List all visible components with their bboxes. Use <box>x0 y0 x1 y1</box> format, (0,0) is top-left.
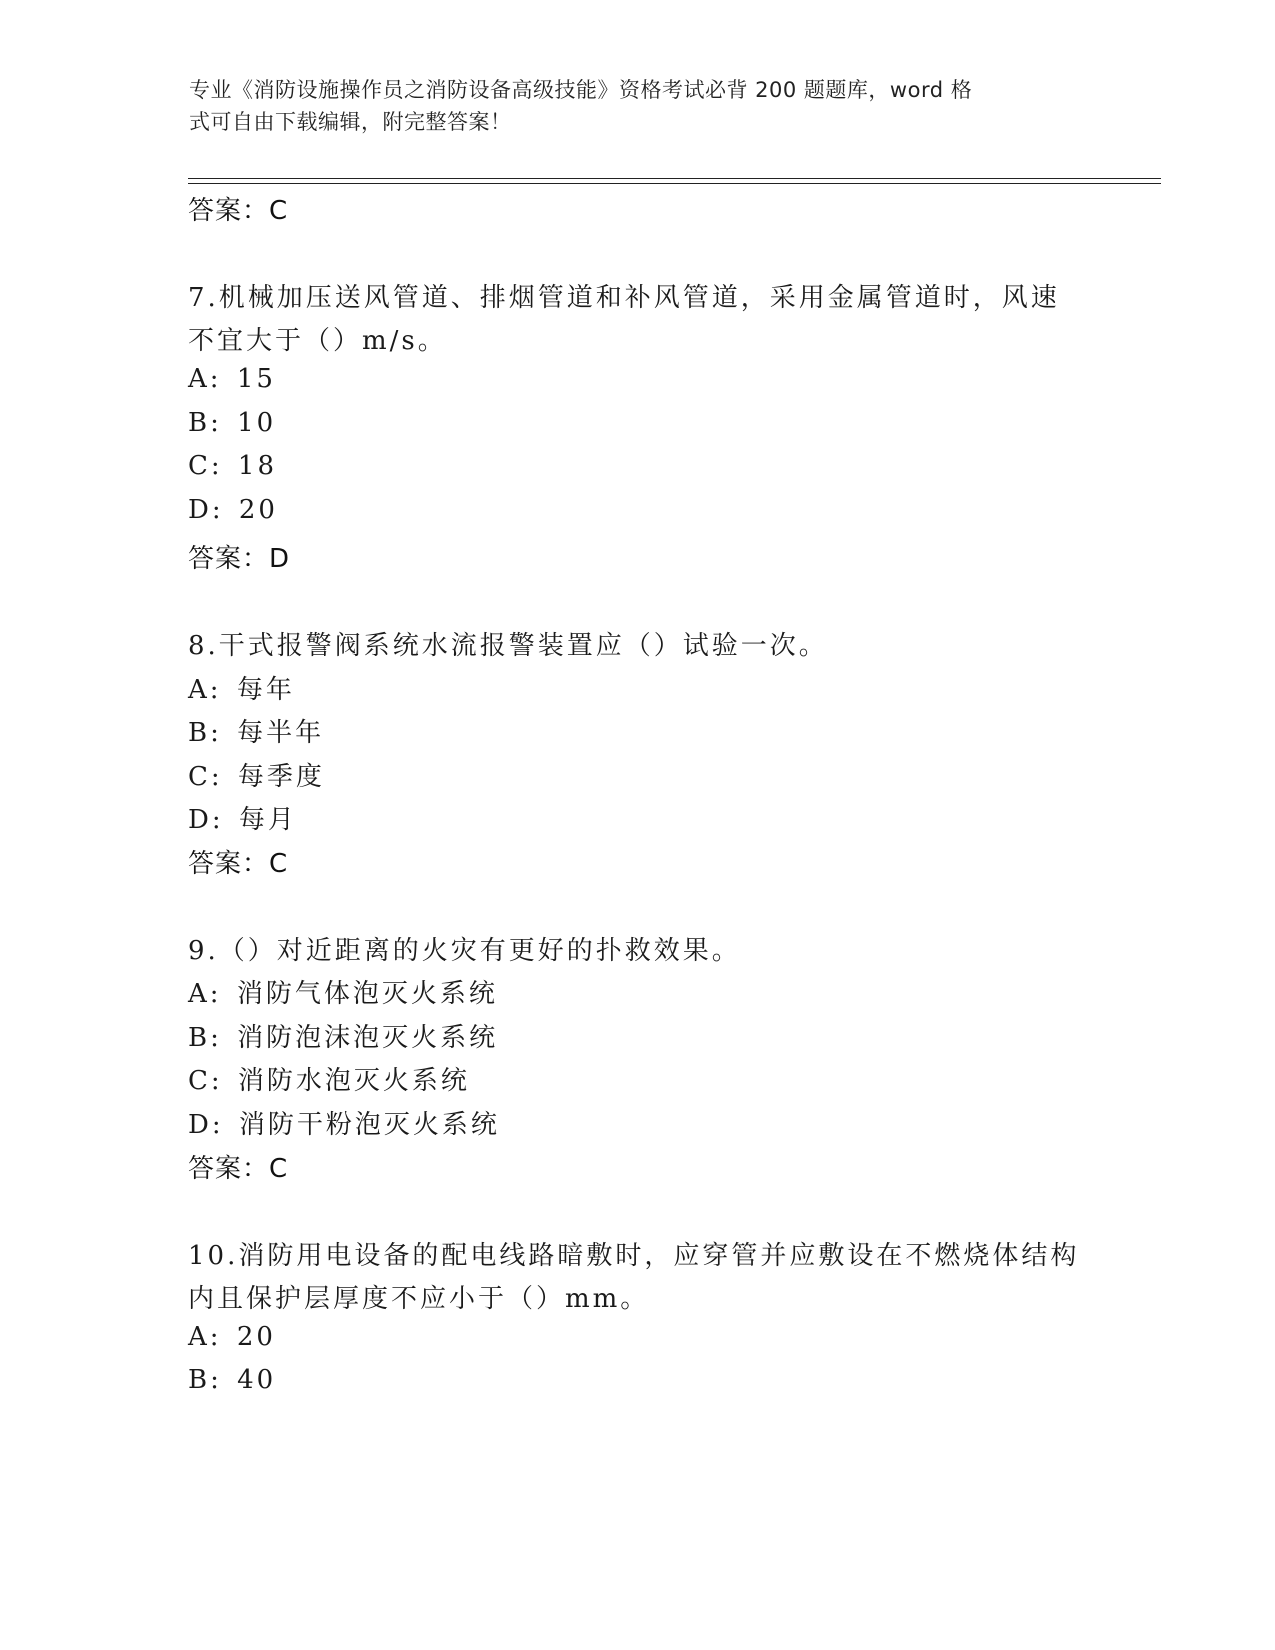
option-text: 20 <box>236 1322 276 1352</box>
question-10-text-line-1: 10.消防用电设备的配电线路暗敷时，应穿管并应敷设在不燃烧体结构 <box>188 1241 1080 1271</box>
option-text: 每半年 <box>237 718 325 748</box>
header-line-1: 专业《消防设施操作员之消防设备高级技能》资格考试必背 200 题题库，word 格 <box>189 78 973 102</box>
option-text: 20 <box>238 495 278 525</box>
option-text: 每季度 <box>237 762 325 792</box>
question-8-option-d <box>188 799 297 836</box>
question-10-option-a <box>188 1322 276 1352</box>
question-8-option-c <box>188 756 325 793</box>
option-text: 40 <box>237 1365 277 1395</box>
question-7-option-d <box>188 495 278 525</box>
question-7-option-a <box>188 364 276 394</box>
option-letter: B: <box>188 408 222 438</box>
option-letter: C: <box>188 762 223 792</box>
document-header <box>189 74 1089 138</box>
question-9-option-d <box>188 1104 500 1141</box>
option-text: 18 <box>237 451 278 481</box>
option-text: 10 <box>237 408 277 438</box>
option-letter: C: <box>188 1066 223 1096</box>
question-10-option-b <box>188 1365 276 1395</box>
question-8-option-a <box>188 669 295 706</box>
header-divider-top <box>188 178 1161 179</box>
question-9-text-line-1: 9.（）对近距离的火灾有更好的扑救效果。 <box>188 936 741 966</box>
question-7-text-line-1: 7.机械加压送风管道、排烟管道和补风管道，采用金属管道时，风速 <box>188 283 1060 313</box>
option-letter: A: <box>188 1322 222 1352</box>
question-7-text-line-2: 不宜大于（）m/s。 <box>188 326 447 356</box>
question-9-option-a <box>188 973 498 1010</box>
option-text: 消防气体泡灭火系统 <box>236 979 498 1009</box>
answer-q6: 答案：C <box>188 196 289 226</box>
option-text: 每月 <box>238 805 297 835</box>
option-letter: D: <box>188 805 224 835</box>
option-text: 消防干粉泡灭火系统 <box>238 1110 500 1140</box>
question-10-text-line-2: 内且保护层厚度不应小于（）mm。 <box>188 1284 650 1314</box>
option-letter: C: <box>188 451 223 481</box>
header-line-2: 式可自由下载编辑，附完整答案！ <box>189 110 512 134</box>
header-divider-bottom <box>188 183 1161 184</box>
answer-q7: 答案：D <box>188 544 291 574</box>
question-9-option-b <box>188 1017 498 1054</box>
answer-q8: 答案：C <box>188 849 289 879</box>
option-letter: D: <box>188 1110 224 1140</box>
option-letter: B: <box>188 1023 222 1053</box>
option-letter: B: <box>188 1365 222 1395</box>
option-letter: A: <box>188 364 222 394</box>
answer-q9: 答案：C <box>188 1154 289 1184</box>
option-text: 每年 <box>236 675 295 705</box>
question-8-option-b <box>188 712 324 749</box>
option-text: 15 <box>236 364 276 394</box>
option-letter: D: <box>188 495 224 525</box>
question-7-option-b <box>188 408 276 438</box>
option-text: 消防水泡灭火系统 <box>237 1066 470 1096</box>
question-7-option-c <box>188 451 277 481</box>
question-9-option-c <box>188 1060 470 1097</box>
option-letter: A: <box>188 979 222 1009</box>
option-text: 消防泡沫泡灭火系统 <box>237 1023 499 1053</box>
option-letter: B: <box>188 718 222 748</box>
option-letter: A: <box>188 675 222 705</box>
question-8-text-line-1: 8.干式报警阀系统水流报警装置应（）试验一次。 <box>188 631 828 661</box>
